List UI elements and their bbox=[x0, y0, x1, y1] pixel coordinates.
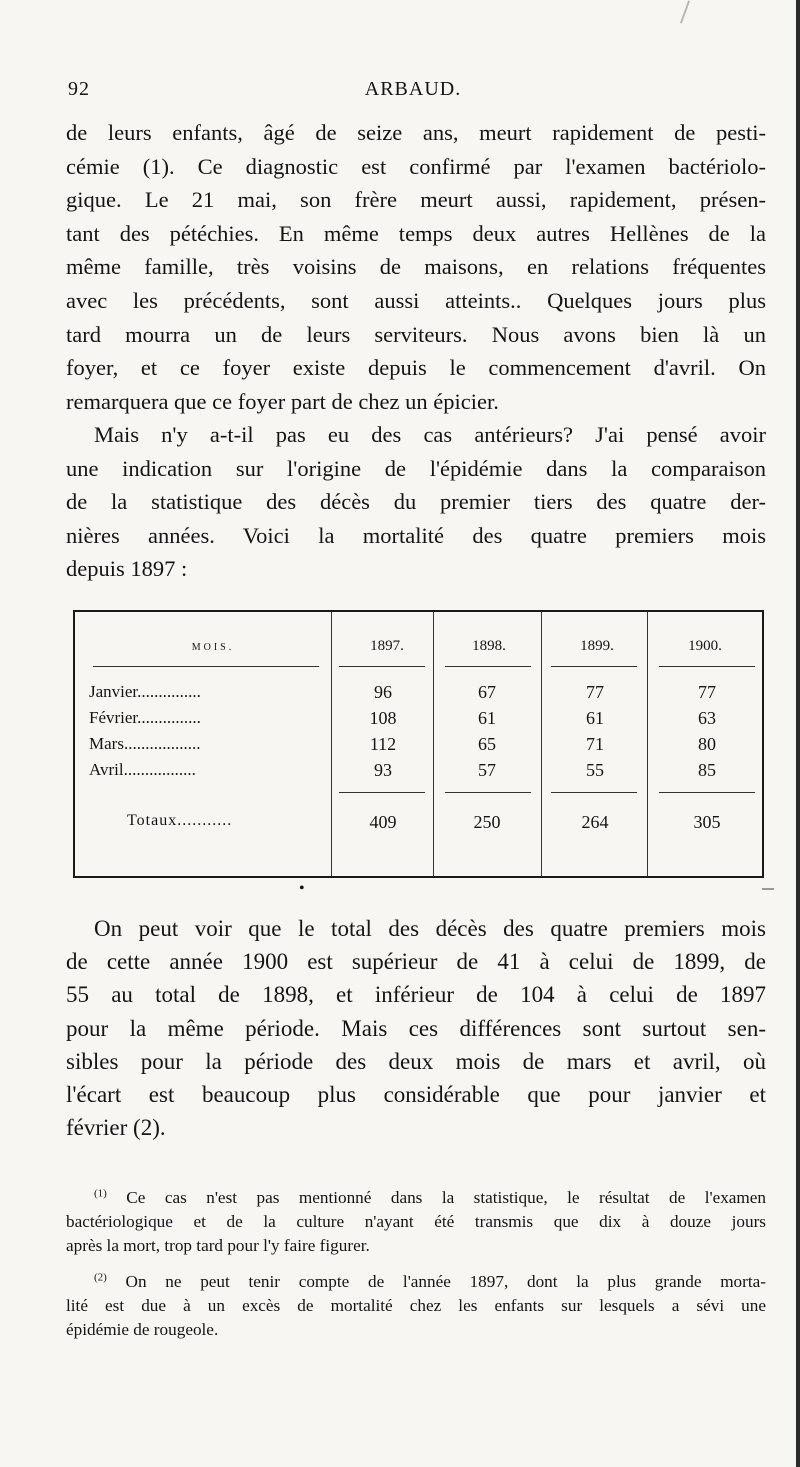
text-line: tant des pétéchies. En même temps deux autres Hellènes de la bbox=[66, 220, 766, 246]
paragraph-2 bbox=[66, 418, 766, 586]
scan-mark bbox=[680, 0, 690, 23]
text-line: même famille, très voisins de maisons, en relations fréquentes bbox=[66, 254, 766, 280]
table-cell: 63 bbox=[698, 708, 716, 728]
table-cell: 57 bbox=[478, 760, 496, 780]
table-cell: 96 bbox=[374, 682, 392, 702]
table-cell: 112 bbox=[369, 734, 397, 754]
table-cell: 108 bbox=[369, 708, 397, 728]
footnote-marker: (1) bbox=[94, 1187, 107, 1200]
footnote-line: épidémie de rougeole. bbox=[66, 1320, 219, 1339]
footnote-marker: (2) bbox=[94, 1271, 107, 1284]
footnote-line: après la mort, trop tard pour l'y faire figurer. bbox=[66, 1236, 370, 1255]
text-line: cémie (1). Ce diagnostic est confirmé par l'examen bactériolo- bbox=[66, 153, 766, 179]
paragraph-3 bbox=[66, 912, 766, 1144]
text-line: depuis 1897 : bbox=[66, 556, 188, 582]
header-year: 1900. bbox=[688, 638, 722, 654]
column-divider bbox=[331, 612, 332, 876]
header-year: 1897. bbox=[370, 638, 404, 654]
table-cell: 67 bbox=[478, 682, 496, 702]
text-line: de la statistique des décès du premier tiers des quatre der- bbox=[66, 489, 766, 515]
mortality-table bbox=[73, 610, 764, 878]
text-line: nières années. Voici la mortalité des quatre premiers mois bbox=[66, 522, 766, 548]
table-cell: 61 bbox=[478, 708, 496, 728]
header-rule bbox=[445, 666, 531, 667]
table-cell: 65 bbox=[478, 734, 496, 754]
totals-rule bbox=[659, 792, 755, 793]
header-year: 1899. bbox=[580, 638, 614, 654]
paragraph-1 bbox=[66, 116, 766, 418]
footnote-1 bbox=[66, 1186, 766, 1258]
page-header bbox=[66, 78, 760, 108]
table-cell: 85 bbox=[698, 760, 716, 780]
totals-rule bbox=[551, 792, 637, 793]
total-cell: 409 bbox=[369, 812, 397, 832]
text-line: 55 au total de 1898, et inférieur de 104 à celui de 1897 bbox=[66, 982, 766, 1008]
text-line: pour la même période. Mais ces différences sont surtout sen- bbox=[66, 1015, 766, 1041]
footnote-line: lité est due à un excès de mortalité chez les enfants sur lesquels a sévi une bbox=[66, 1296, 766, 1315]
total-cell: 250 bbox=[473, 812, 501, 832]
text-line: gique. Le 21 mai, son frère meurt aussi, rapidement, présen- bbox=[66, 187, 766, 213]
footnote-text: Ce cas n'est pas mentionné dans la statistique, le résultat de l'examen bbox=[126, 1188, 767, 1207]
text-line: foyer, et ce foyer existe depuis le commencement d'avril. On bbox=[66, 355, 766, 381]
column-divider bbox=[541, 612, 542, 876]
ink-dot: • bbox=[299, 880, 305, 897]
text-line: de cette année 1900 est supérieur de 41 à celui de 1899, de bbox=[66, 949, 766, 975]
totals-label: Totaux........... bbox=[127, 812, 233, 829]
header-year: 1898. bbox=[472, 638, 506, 654]
text-line: une indication sur l'origine de l'épidémie dans la comparaison bbox=[66, 455, 766, 481]
table-cell: 61 bbox=[586, 708, 604, 728]
ink-dash bbox=[762, 888, 774, 890]
footnote-line bbox=[66, 1186, 766, 1210]
row-label: Janvier............... bbox=[89, 682, 201, 701]
row-label: Février............... bbox=[89, 708, 201, 727]
footnote-line: bactériologique et de la culture n'ayant été transmis que dix à douze jours bbox=[66, 1212, 766, 1231]
text-line: avec les précédents, sont aussi atteints.. Quelques jours plus bbox=[66, 287, 766, 313]
table-cell: 55 bbox=[586, 760, 604, 780]
running-head: ARBAUD. bbox=[364, 78, 462, 100]
column-divider bbox=[647, 612, 648, 876]
footnote-2 bbox=[66, 1270, 766, 1342]
header-rule bbox=[339, 666, 425, 667]
table-cell: 77 bbox=[698, 682, 716, 702]
text-line: tard mourra un de leurs serviteurs. Nous avons bien là un bbox=[66, 321, 766, 347]
table-cell: 77 bbox=[586, 682, 604, 702]
footnote-line bbox=[66, 1270, 766, 1294]
total-cell: 305 bbox=[693, 812, 721, 832]
table-cell: 80 bbox=[698, 734, 716, 754]
text-line: Mais n'y a-t-il pas eu des cas antérieurs? J'ai pensé avoir bbox=[94, 422, 766, 447]
header-rule bbox=[659, 666, 755, 667]
page-edge bbox=[796, 0, 800, 1467]
table-cell: 71 bbox=[586, 734, 604, 754]
total-cell: 264 bbox=[581, 812, 609, 832]
text-line: On peut voir que le total des décès des quatre premiers mois bbox=[94, 916, 766, 941]
text-line: sibles pour la période des deux mois de mars et avril, où bbox=[66, 1048, 766, 1074]
text-line: remarquera que ce foyer part de chez un épicier. bbox=[66, 388, 499, 414]
row-label: Avril................. bbox=[89, 760, 196, 779]
footnote-text: On ne peut tenir compte de l'année 1897, dont la plus grande morta- bbox=[125, 1272, 767, 1291]
text-line: de leurs enfants, âgé de seize ans, meurt rapidement de pesti- bbox=[66, 120, 766, 145]
page-number: 92 bbox=[68, 78, 90, 100]
text-line: l'écart est beaucoup plus considérable que pour janvier et bbox=[66, 1082, 766, 1108]
text-line: février (2). bbox=[66, 1115, 166, 1141]
totals-rule bbox=[445, 792, 531, 793]
table-cell: 93 bbox=[374, 760, 392, 780]
header-mois: MOIS. bbox=[191, 642, 235, 653]
header-rule bbox=[551, 666, 637, 667]
header-rule bbox=[93, 666, 319, 667]
row-label: Mars.................. bbox=[89, 734, 201, 753]
totals-rule bbox=[339, 792, 425, 793]
